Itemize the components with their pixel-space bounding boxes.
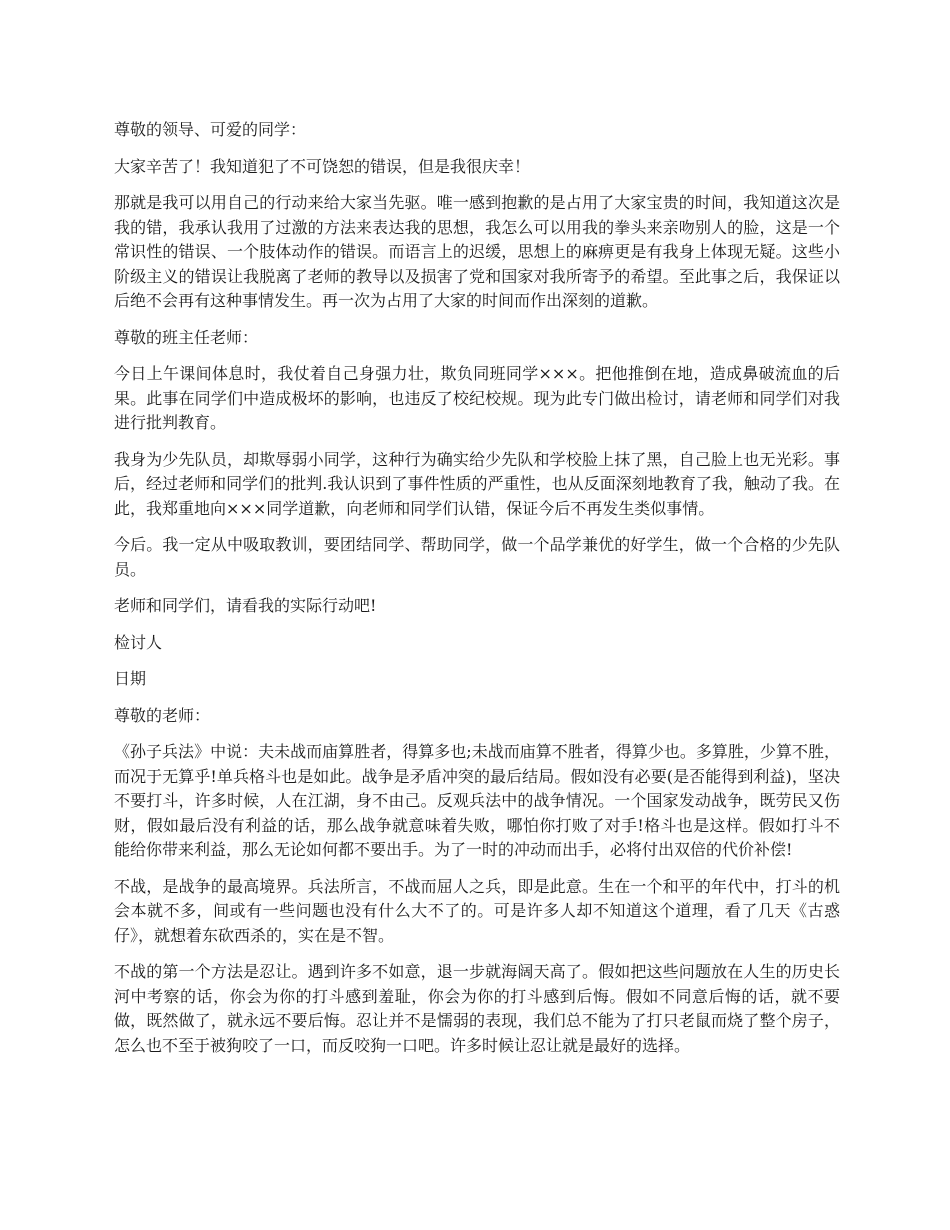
salutation-teacher: 尊敬的老师： [114,705,211,725]
body-paragraph-art-of-war: 《孙子兵法》中说：夫未战而庙算胜者，得算多也;未战而庙算不胜者，得算少也。多算胜，少算不胜，而况于无算乎!单兵格斗也是如此。战争是矛盾冲突的最后结局。假如没有必要(是否能得到利益)，坚决不要打斗，许多时候，人在江湖，身不由己。反观兵法中的战争情况。一个国家发动战争，既劳民又伤财，假如最后没有利益的话，那么战争就意味着失败，哪怕你打败了对手!格斗也是这样。假如打斗不能给你带来利益，那么无论如何都不要出手。为了一时的冲动而出手，必将付出双倍的代价补偿! [114,742,840,859]
salutation-leaders: 尊敬的领导、可爱的同学： [114,120,307,139]
body-paragraph-apology: 那就是我可以用自己的行动来给大家当先驱。唯一感到抱歉的是占用了大家宝贵的时间，我知道这次是我的错，我承认我用了过激的方法来表达我的思想，我怎么可以用我的拳头来亲吻别人的脸，这是一个常识性的错误、一个肢体动作的错误。而语言上的迟缓，思想上的麻痹更是有我身上体现无疑。这些小阶级主义的错误让我脱离了老师的教导以及损害了党和国家对我所寄予的希望。至此事之后，我保证以后绝不会再有这种事情发生。再一次为占用了大家的时间而作出深刻的道歉。 [114,193,840,310]
salutation-head-teacher: 尊敬的班主任老师： [114,327,259,347]
body-paragraph-reflection: 我身为少先队员，却欺辱弱小同学，这种行为确实给少先队和学校脸上抹了黑，自己脸上也无光彩。事后，经过老师和同学们的批判.我认识到了事件性质的严重性，也从反面深刻地教育了我，触动了我。在此，我郑重地向×××同学道歉，向老师和同学们认错，保证今后不再发生类似事情。 [114,449,840,518]
body-paragraph-incident: 今日上午课间体息时，我仗着自己身强力壮，欺负同班同学×××。把他推倒在地，造成鼻破流血的后果。此事在同学们中造成极坏的影响，也违反了校纪校规。现为此专门做出检讨，请老师和同学们对我进行批判教育。 [114,364,840,432]
body-paragraph-tolerance: 不战的第一个方法是忍让。遇到许多不如意，退一步就海阔天高了。假如把这些问题放在人生的历史长河中考察的话，你会为你的打斗感到羞耻，你会为你的打斗感到后悔。假如不同意后悔的话，就不要做，既然做了，就永远不要后悔。忍让并不是懦弱的表现，我们总不能为了打只老鼠而烧了整个房子，怎么也不至于被狗咬了一口，而反咬狗一口吧。许多时候让忍让就是最好的选择。 [114,962,840,1055]
closing-line: 老师和同学们，请看我的实际行动吧! [114,596,377,615]
body-paragraph-no-fighting: 不战，是战争的最高境界。兵法所言，不战而屈人之兵，即是此意。生在一个和平的年代中，打斗的机会本就不多，间或有一些问题也没有什么大不了的。可是许多人却不知道这个道理，看了几天《古惑仔》，就想着东砍西杀的，实在是不智。 [114,876,840,945]
signature-label: 检讨人 [114,632,163,652]
document-page [114,118,840,1070]
opening-line: 大家辛苦了！我知道犯了不可饶恕的错误，但是我很庆幸！ [114,156,531,176]
date-label: 日期 [114,669,147,688]
body-paragraph-promise: 今后。我一定从中吸取教训，要团结同学、帮助同学，做一个品学兼优的好学生，做一个合格的少先队员。 [114,535,840,579]
